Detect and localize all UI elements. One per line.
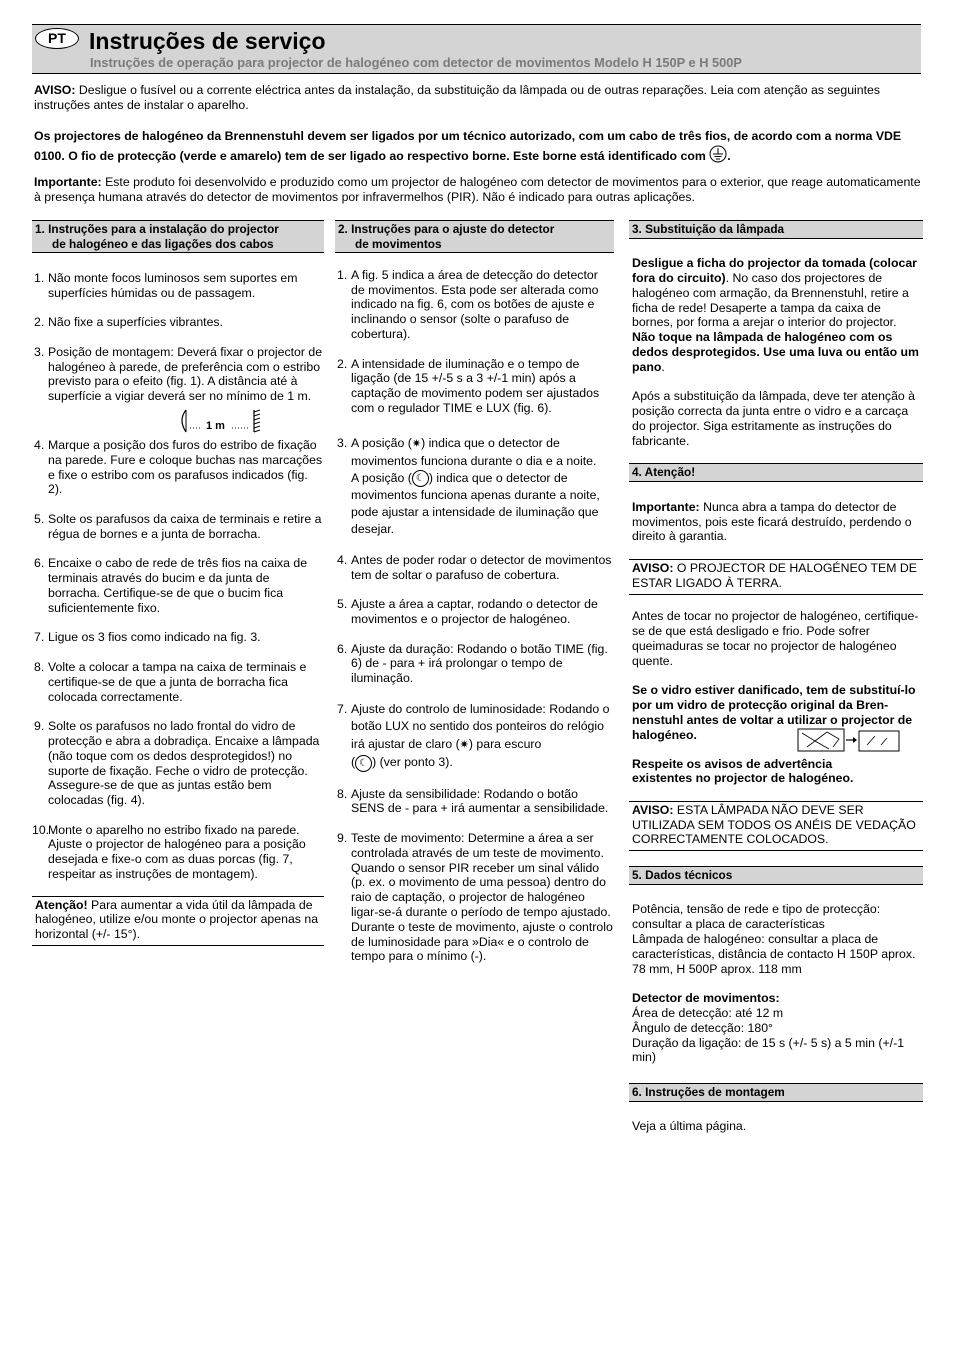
section-3-heading: 3. Substituição da lâmpada bbox=[629, 220, 923, 239]
list-item: 7. Ajuste do controlo de luminosidade: Rodando o botão LUX no sentido dos ponteiros do relógio irá ajustar de claro (✷) para escuro ( ☾ ) (ver ponto 3). bbox=[335, 701, 614, 772]
list-item: 3. A posição (✷) indica que o detector de movimentos funciona durante o dia e a noite. A posição ( ☾ ) indica que o detector de movimentos funciona apenas durante a noite, pode ajustar a intensidade de iluminação que desejar. bbox=[337, 435, 600, 537]
document-subtitle: Instruções de operação para projector de halogéneo com detector de movimentos Modelo H 150P e H 500P bbox=[90, 55, 742, 70]
moon-icon: ☾ bbox=[355, 755, 372, 772]
list-item: 5. Ajuste a área a captar, rodando o detector de movimentos e o projector de halogéneo. bbox=[337, 597, 598, 626]
detector-data-label: Detector de movimentos: bbox=[632, 991, 780, 1006]
section-1-heading: 1. Instruções para a instalação do projector de halogéneo e das ligações dos cabos bbox=[32, 220, 324, 253]
switch-duration: Duração da ligação: de 15 s (+/- 5 s) a 5 min (+/-1 min) bbox=[632, 1035, 905, 1065]
ground-warning: AVISO: O PROJECTOR DE HALOGÉNEO TEM DE ESTAR LIGADO À TERRA. bbox=[629, 559, 923, 595]
wall-distance-icon bbox=[176, 408, 276, 434]
sun-icon: ✷ bbox=[459, 738, 469, 751]
list-item: 8. Ajuste da sensibilidade: Rodando o botão SENS de - para + irá aumentar a sensibilidade. bbox=[337, 786, 609, 816]
sealing-ring-warning: AVISO: ESTA LÂMPADA NÃO DEVE SER UTILIZADA SEM TODOS OS ANÉIS DE VEDAÇÃO CORRECTAMENTE COLOCADOS. bbox=[629, 801, 923, 851]
detection-area: Área de detecção: até 12 m bbox=[632, 1005, 784, 1020]
lamp-replacement-text: Desligue a ficha do projector da tomada (colocar fora do circuito). No caso dos projectores de halogéneo com armação, da Brennenstuhl, retire a ficha de rede! Desaperte a tampa da caixa de bornes, por forma a arejar o interior do projector. Não toque na lâmpada de halogéneo com os dedos desprotegidos. Use uma luva ou então um pano. bbox=[632, 256, 919, 374]
list-item: 8. Volte a colocar a tampa na caixa de terminais e certifique-se de que a junta de borracha fica colocada correctamente. bbox=[34, 659, 307, 704]
importante-label: Importante: bbox=[34, 175, 102, 189]
atencao-text: Para aumentar a vida útil da lâmpada de halogéneo, utilize e/ou monte o projector apenas na horizontal (+/- 15°). bbox=[35, 897, 319, 942]
list-item: 4. Marque a posição dos furos do estribo de fixação na parede. Fure e coloque buchas nas marcações e fixe o estribo com os parafusos indicados (fig. 2). bbox=[34, 437, 323, 497]
atencao-label: Atenção! bbox=[35, 897, 88, 912]
aviso-label: AVISO: bbox=[34, 83, 76, 97]
intro-important bbox=[34, 175, 922, 205]
list-item: 3. Posição de montagem: Deverá fixar o projector de halogéneo à parede, de preferência com o estribo previsto para o efeito (fig. 1). A distância até à superfície a vigiar deverá ser no mínimo de 1 m. 1 m bbox=[34, 344, 323, 432]
list-item: 9. Teste de movimento: Determine a área a ser controlada através de um teste de movimento. Quando o sensor PIR receber um sinal válido (p. ex. o movimento de uma pessoa) dentro do raio de captação, o projector de halogéneo ligar-se-á durante o período de tempo ajustado. Durante o teste de movimento, ajuste o controlo de luminosidade para »Dia« e o controlo de tempo para o mínimo (-). bbox=[337, 830, 613, 964]
section-1-title-line2: de halogéneo e das ligações dos cabos bbox=[52, 236, 274, 251]
ground-symbol-icon bbox=[709, 145, 727, 163]
respect-warnings-note: Respeite os avisos de advertência existentes no projector de halogéneo. bbox=[632, 756, 854, 786]
list-item: 4. Antes de poder rodar o detector de movimentos tem de soltar o parafuso de cobertura. bbox=[337, 552, 612, 582]
section-5-heading: 5. Dados técnicos bbox=[629, 866, 923, 885]
glass-replacement-warning: Se o vidro estiver danificado, tem de substituí-lo por um vidro de protecção original da Bren-nenstuhl antes de voltar a utilizar o projector de halogéneo. bbox=[632, 683, 916, 742]
list-item: 6. Encaixe o cabo de rede de três fios na caixa de terminais através do bucim e da junta de borracha. Certifique-se de que o bucim fica suficientemente fixo. bbox=[34, 556, 308, 615]
list-item: 2. Não fixe a superfícies vibrantes. bbox=[34, 315, 223, 330]
installer-note-text: Os projectores de halogéneo da Brennenstuhl devem ser ligados por um técnico autorizado, com um cabo de três fios, de acordo com a norma VDE 0100. O fio de protecção (verde e amarelo) tem de ser ligado ao respectivo borne. Este borne está identificado com bbox=[34, 129, 902, 163]
section-1-title-line1: Instruções para a instalação do projector bbox=[48, 222, 279, 236]
importante-text: Este produto foi desenvolvido e produzido como um projector de halogéneo com detector de movimentos para o exterior, que reage automaticamente à presença humana através do detector de movimentos por infravermelhos (PIR). Não é indicado para outras aplicações. bbox=[34, 175, 921, 204]
column-installation bbox=[32, 220, 324, 946]
intro-warning bbox=[34, 83, 922, 113]
detection-angle: Ângulo de detecção: 180° bbox=[632, 1020, 773, 1035]
list-item: 1. Não monte focos luminosos sem suportes em superfícies húmidas ou de passagem. bbox=[34, 270, 298, 300]
aviso-text: Desligue o fusível ou a corrente eléctrica antes da instalação, da substituição da lâmpada ou de outras reparações. Leia com atenção as seguintes instruções antes de instalar o aparelho. bbox=[34, 83, 881, 112]
section-4-heading: 4. Atenção! bbox=[629, 463, 923, 482]
section-6-heading: 6. Instruções de montagem bbox=[629, 1083, 923, 1102]
detector-steps bbox=[335, 268, 614, 964]
list-item: 9. Solte os parafusos no lado frontal do vidro de protecção e abra a dobradiça. Encaixe a lâmpada (não toque com os dedos desprotegidos!) no suporte de fixação. Feche o vidro de protecção. Assegure-se de que as juntas estão bem colocadas (fig. 4). bbox=[34, 719, 320, 808]
technical-data bbox=[629, 902, 923, 1065]
moon-icon: ☾ bbox=[412, 470, 429, 487]
list-item: 5. Solte os parafusos da caixa de terminais e retire a régua de bornes e a junta de borracha. bbox=[34, 511, 322, 541]
column-maintenance bbox=[629, 220, 923, 1134]
distance-label: 1 m bbox=[206, 419, 225, 432]
lamp-replacement-note: Após a substituição da lâmpada, deve ter atenção à posição correcta da junta entre o vidro e a carcaça do projector. Siga estritamente as instruções do fabricante. bbox=[632, 389, 916, 448]
list-item: 6. Ajuste da duração: Rodando o botão TIME (fig. 6) de - para + irá prolongar o tempo de iluminação. bbox=[337, 641, 608, 686]
list-item: 2. A intensidade de iluminação e o tempo de ligação (de 15 +/-5 s a 3 +/-1 min) após a captação de movimento podem ser ajustados com o regulador TIME e LUX (fig. 6). bbox=[337, 356, 600, 415]
intro-installer-note: Os projectores de halogéneo da Brennenstuhl devem ser ligados por um técnico autorizado, com um cabo de três fios, de acordo com a norma VDE 0100. O fio de protecção (verde e amarelo) tem de ser ligado ao respectivo borne. Este borne está identificado com . bbox=[34, 129, 902, 163]
installation-steps bbox=[32, 271, 324, 882]
list-item: 10. Monte o aparelho no estribo fixado na parede. Ajuste o projector de halogéneo para a posição desejada e fixe-o com as duas porcas (fig. 7, respeitar as instruções de montagem). bbox=[32, 822, 306, 882]
hot-surface-warning: Antes de tocar no projector de halogéneo, certifique-se de que está desligado e frio. Pode sofrer queimaduras se tocar no projector de halogéneo quente. bbox=[632, 609, 919, 668]
lamp-data: Lâmpada de halogéneo: consultar a placa de características, distância de contacto H 150P aprox. 78 mm, H 500P aprox. 118 mm bbox=[632, 931, 916, 976]
list-item: 1. A fig. 5 indica a área de detecção do detector de movimentos. Esta pode ser alterada como indicado na fig. 6, com os botões de ajuste e inclinando o sensor (solte o parafuso de cobertura). bbox=[337, 267, 599, 341]
attention-note bbox=[32, 896, 324, 946]
document-header bbox=[32, 24, 921, 74]
assembly-reference: Veja a última página. bbox=[632, 1119, 747, 1134]
document-title: Instruções de serviço bbox=[89, 28, 326, 54]
column-detector-settings bbox=[335, 220, 614, 979]
list-item: 7. Ligue os 3 fios como indicado na fig. 3. bbox=[34, 630, 261, 645]
language-badge: PT bbox=[35, 28, 79, 49]
distance-figure bbox=[176, 408, 324, 434]
glass-replacement-icon bbox=[797, 727, 901, 753]
section-2-title-line1: Instruções para o ajuste do detector bbox=[351, 222, 555, 236]
detector-cover-warning: Importante: Nunca abra a tampa do detector de movimentos, pois este ficará destruído, perdendo o direito à garantia. bbox=[632, 499, 912, 544]
sun-icon: ✷ bbox=[411, 437, 422, 450]
section-2-title-line2: de movimentos bbox=[355, 236, 442, 251]
section-2-heading: 2. Instruções para o ajuste do detector de movimentos bbox=[335, 220, 614, 253]
power-data: Potência, tensão de rede e tipo de protecção: consultar a placa de características bbox=[632, 902, 881, 932]
